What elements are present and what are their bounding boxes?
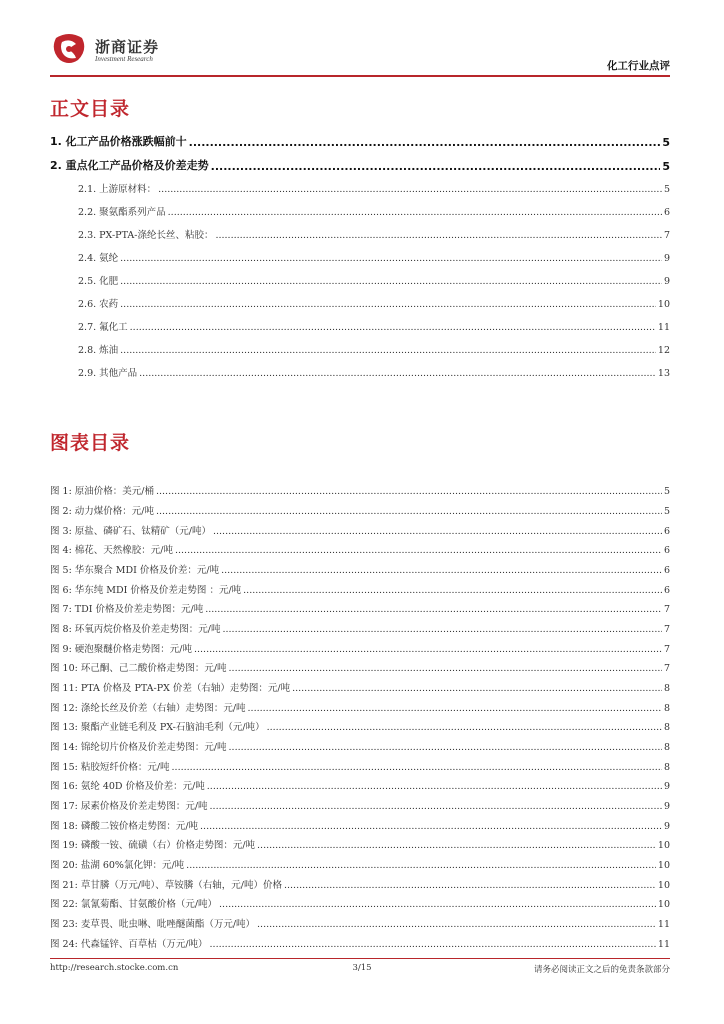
toc-subentry[interactable]: 2.4. 氨纶 ..... 9 [50, 250, 670, 264]
figure-entry[interactable]: 图 14: 锦纶切片价格及价差走势图：元/吨 ..... 8 [50, 739, 670, 753]
figure-entry[interactable]: 图 15: 粘胶短纤价格：元/吨 ..... 8 [50, 759, 670, 773]
toc-entry[interactable]: 2. 重点化工产品价格及价差走势 ..... 5 [50, 157, 670, 173]
figure-entry[interactable]: 图 18: 磷酸二铵价格走势图：元/吨 ..... 9 [50, 818, 670, 832]
figure-entry[interactable]: 图 17: 尿素价格及价差走势图：元/吨 ..... 9 [50, 798, 670, 812]
figures-title: 图表目录 [50, 432, 131, 454]
figure-entry[interactable]: 图 5: 华东聚合 MDI 价格及价差：元/吨 ..... 6 [50, 562, 670, 576]
toc-subentry[interactable]: 2.3. PX-PTA-涤纶长丝、粘胶： ..... 7 [50, 227, 670, 241]
page-number: 3/15 [352, 963, 372, 973]
figure-entry[interactable]: 图 22: 氯氰菊酯、甘氨酸价格（元/吨） ..... 10 [50, 896, 670, 910]
toc-subentry[interactable]: 2.8. 炼油 ..... 12 [50, 342, 670, 356]
footer-disclaimer: 请务必阅读正文之后的免责条款部分 [533, 965, 670, 975]
figure-entry[interactable]: 图 1: 原油价格：美元/桶 ..... 5 [50, 483, 670, 497]
brand-tagline: Investment Research [95, 55, 153, 63]
report-type: 化工行业点评 [607, 60, 670, 72]
figure-entry[interactable]: 图 6: 华东纯 MDI 价格及价差走势图 ：元/吨 ..... 6 [50, 582, 670, 596]
figure-entry[interactable]: 图 2: 动力煤价格：元/吨 ..... 5 [50, 503, 670, 517]
footer-url[interactable]: http://research.stocke.com.cn [50, 963, 179, 973]
figure-entry[interactable]: 图 19: 磷酸一铵、硫磺（右）价格走势图：元/吨 ..... 10 [50, 837, 670, 851]
toc-subentry[interactable]: 2.6. 农药 ..... 10 [50, 296, 670, 310]
figure-entry[interactable]: 图 21: 草甘膦（万元/吨）、草铵膦（右轴，元/吨）价格 ..... 10 [50, 877, 670, 891]
header-divider [50, 75, 670, 77]
footer-divider [50, 958, 670, 959]
toc-subentry[interactable]: 2.9. 其他产品 ..... 13 [50, 365, 670, 379]
toc-subentry[interactable]: 2.7. 氟化工 ..... 11 [50, 319, 670, 333]
figure-entry[interactable]: 图 13: 聚酯产业链毛利及 PX-石脑油毛利（元/吨） ..... 8 [50, 719, 670, 733]
figure-entry[interactable]: 图 4: 棉花、天然橡胶：元/吨 ..... 6 [50, 542, 670, 556]
brand-logo-icon [50, 32, 88, 66]
figure-entry[interactable]: 图 23: 麦草畏、吡虫啉、吡唑醚菌酯（万元/吨） ..... 11 [50, 916, 670, 930]
toc-subentry[interactable]: 2.2. 聚氨酯系列产品 ..... 6 [50, 204, 670, 218]
toc-subentry[interactable]: 2.5. 化肥 ..... 9 [50, 273, 670, 287]
page-header [50, 30, 670, 78]
figure-entry[interactable]: 图 12: 涤纶长丝及价差（右轴）走势图：元/吨 ..... 8 [50, 700, 670, 714]
toc-subentry[interactable]: 2.1. 上游原材料： ..... 5 [50, 181, 670, 195]
figure-entry[interactable]: 图 11: PTA 价格及 PTA-PX 价差（右轴）走势图：元/吨 ..... 8 [50, 680, 670, 694]
figure-entry[interactable]: 图 10: 环己酮、己二酸价格走势图：元/吨 ..... 7 [50, 660, 670, 674]
brand-name: 浙商证券 [95, 38, 160, 56]
figure-entry[interactable]: 图 7: TDI 价格及价差走势图：元/吨 ..... 7 [50, 601, 670, 615]
figure-entry[interactable]: 图 9: 硬泡聚醚价格走势图：元/吨 ..... 7 [50, 641, 670, 655]
figure-entry[interactable]: 图 20: 盐湖 60%氯化钾：元/吨 ..... 10 [50, 857, 670, 871]
toc-entry[interactable]: 1. 化工产品价格涨跌幅前十 ..... 5 [50, 133, 670, 149]
figure-entry[interactable]: 图 3: 原盐、磷矿石、钛精矿（元/吨） ..... 6 [50, 523, 670, 537]
figure-entry[interactable]: 图 24: 代森锰锌、百草枯（万元/吨） ..... 11 [50, 936, 670, 950]
toc-title: 正文目录 [50, 98, 131, 120]
figure-entry[interactable]: 图 8: 环氧丙烷价格及价差走势图：元/吨 ..... 7 [50, 621, 670, 635]
figure-entry[interactable]: 图 16: 氨纶 40D 价格及价差：元/吨 ..... 9 [50, 778, 670, 792]
